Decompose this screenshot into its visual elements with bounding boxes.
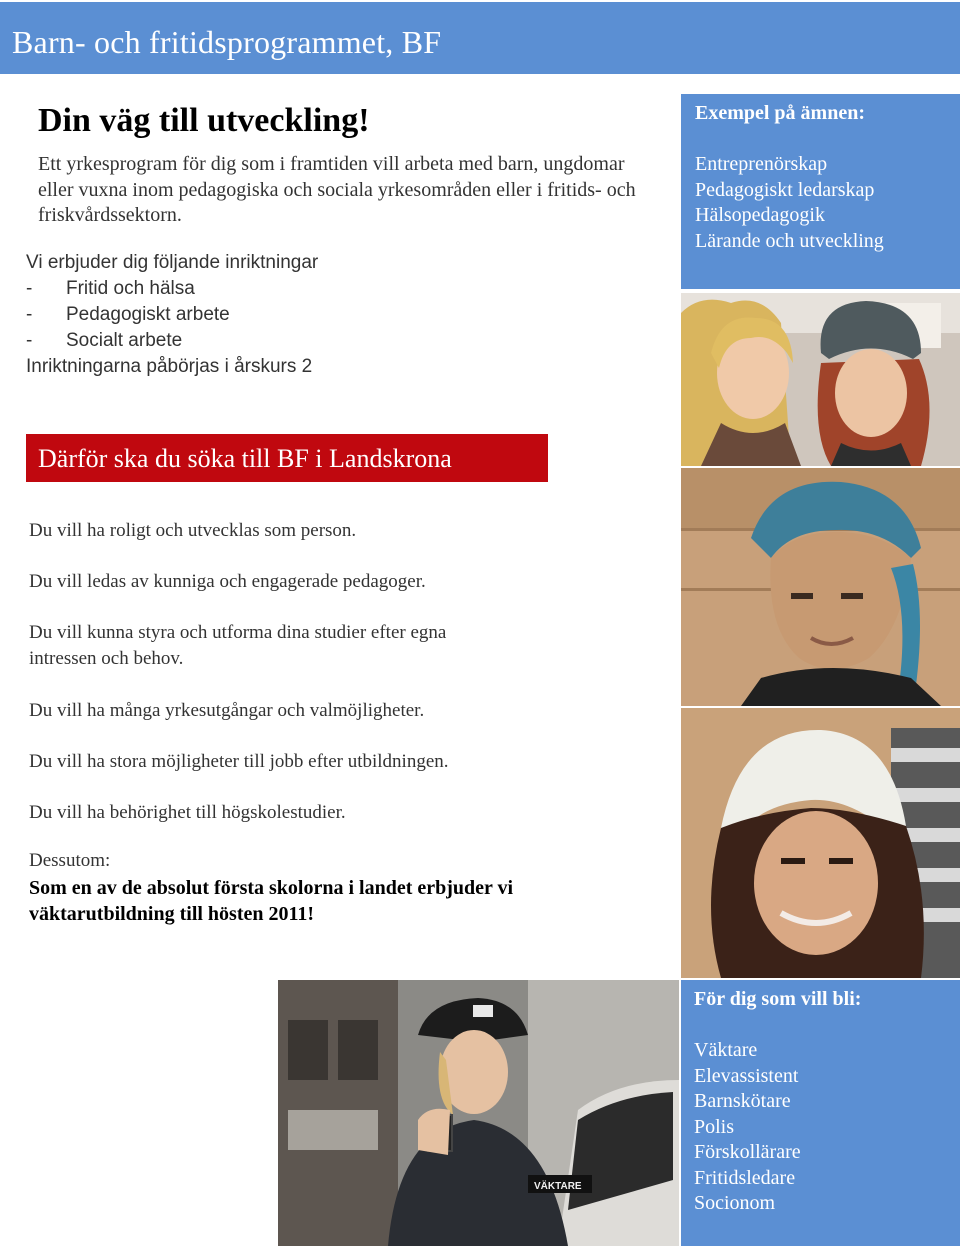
orientations-lead: Vi erbjuder dig följande inriktningar xyxy=(26,252,319,273)
example-subjects-box xyxy=(681,94,960,289)
career-item: Barnskötare xyxy=(694,1090,791,1112)
career-item: Väktare xyxy=(694,1039,758,1061)
careers-box xyxy=(681,980,960,1246)
photo-two-students xyxy=(681,293,960,466)
subject-item: Entreprenörskap xyxy=(695,153,828,175)
reason-item: Du vill ha många yrkesutgångar och valmöjligheter. xyxy=(29,700,425,721)
reason-item: Du vill ha stora möjligheter till jobb efter utbildningen. xyxy=(29,751,449,772)
dessutom-text: Som en av de absolut första skolorna i landet erbjuder vi väktarutbildning till hösten 2011! xyxy=(29,877,514,925)
careers-list xyxy=(694,1038,801,1217)
career-item: Fritidsledare xyxy=(694,1166,796,1189)
orientation-label: Socialt arbete xyxy=(66,330,183,351)
orientation-label: Pedagogiskt arbete xyxy=(66,304,230,325)
orientation-dash: - xyxy=(26,330,33,351)
programme-orientations xyxy=(26,250,586,380)
why-apply-heading: Därför ska du söka till BF i Landskrona xyxy=(38,444,452,473)
example-subjects-list xyxy=(695,152,884,254)
orientation-dash: - xyxy=(26,278,33,299)
careers-title: För dig som vill bli: xyxy=(694,988,862,1010)
photo-student-cap xyxy=(681,468,960,706)
photo-student-beanie xyxy=(681,708,960,978)
orientation-item xyxy=(26,302,586,328)
guard-badge-text: VÄKTARE xyxy=(534,1181,582,1192)
why-apply-banner xyxy=(26,434,548,482)
header-bar xyxy=(0,2,960,74)
subject-item: Hälsopedagogik xyxy=(695,204,825,226)
photo-security-guard xyxy=(278,980,679,1246)
orientations-note: Inriktningarna påbörjas i årskurs 2 xyxy=(26,356,313,377)
career-item: Elevassistent xyxy=(694,1064,799,1087)
career-item: Socionom xyxy=(694,1192,776,1214)
subject-item: Lärande och utveckling xyxy=(695,229,884,252)
subject-item: Pedagogiskt ledarskap xyxy=(695,178,875,201)
orientation-dash: - xyxy=(26,304,33,325)
intro-text: Ett yrkesprogram för dig som i framtiden vill arbeta med barn, ungdomar eller vuxna inom pedagogiska och sociala yrkesområden eller i fritids- och friskvårdssektorn. xyxy=(38,153,636,226)
intro-heading: Din väg till utveckling! xyxy=(38,102,370,139)
orientation-item xyxy=(26,276,586,302)
page-title: Barn- och fritidsprogrammet, BF xyxy=(12,24,442,60)
orientation-item xyxy=(26,328,586,354)
orientation-label: Fritid och hälsa xyxy=(66,278,195,299)
career-item: Förskollärare xyxy=(694,1141,801,1163)
reason-item: Du vill kunna styra och utforma dina studier efter egna intressen och behov. xyxy=(29,622,447,669)
reason-item: Du vill ledas av kunniga och engagerade pedagoger. xyxy=(29,571,426,592)
reason-item: Du vill ha roligt och utvecklas som person. xyxy=(29,520,357,541)
reason-item: Du vill ha behörighet till högskolestudier. xyxy=(29,802,346,823)
career-item: Polis xyxy=(694,1115,735,1138)
example-subjects-title: Exempel på ämnen: xyxy=(695,102,865,124)
dessutom-label: Dessutom: xyxy=(29,850,111,871)
